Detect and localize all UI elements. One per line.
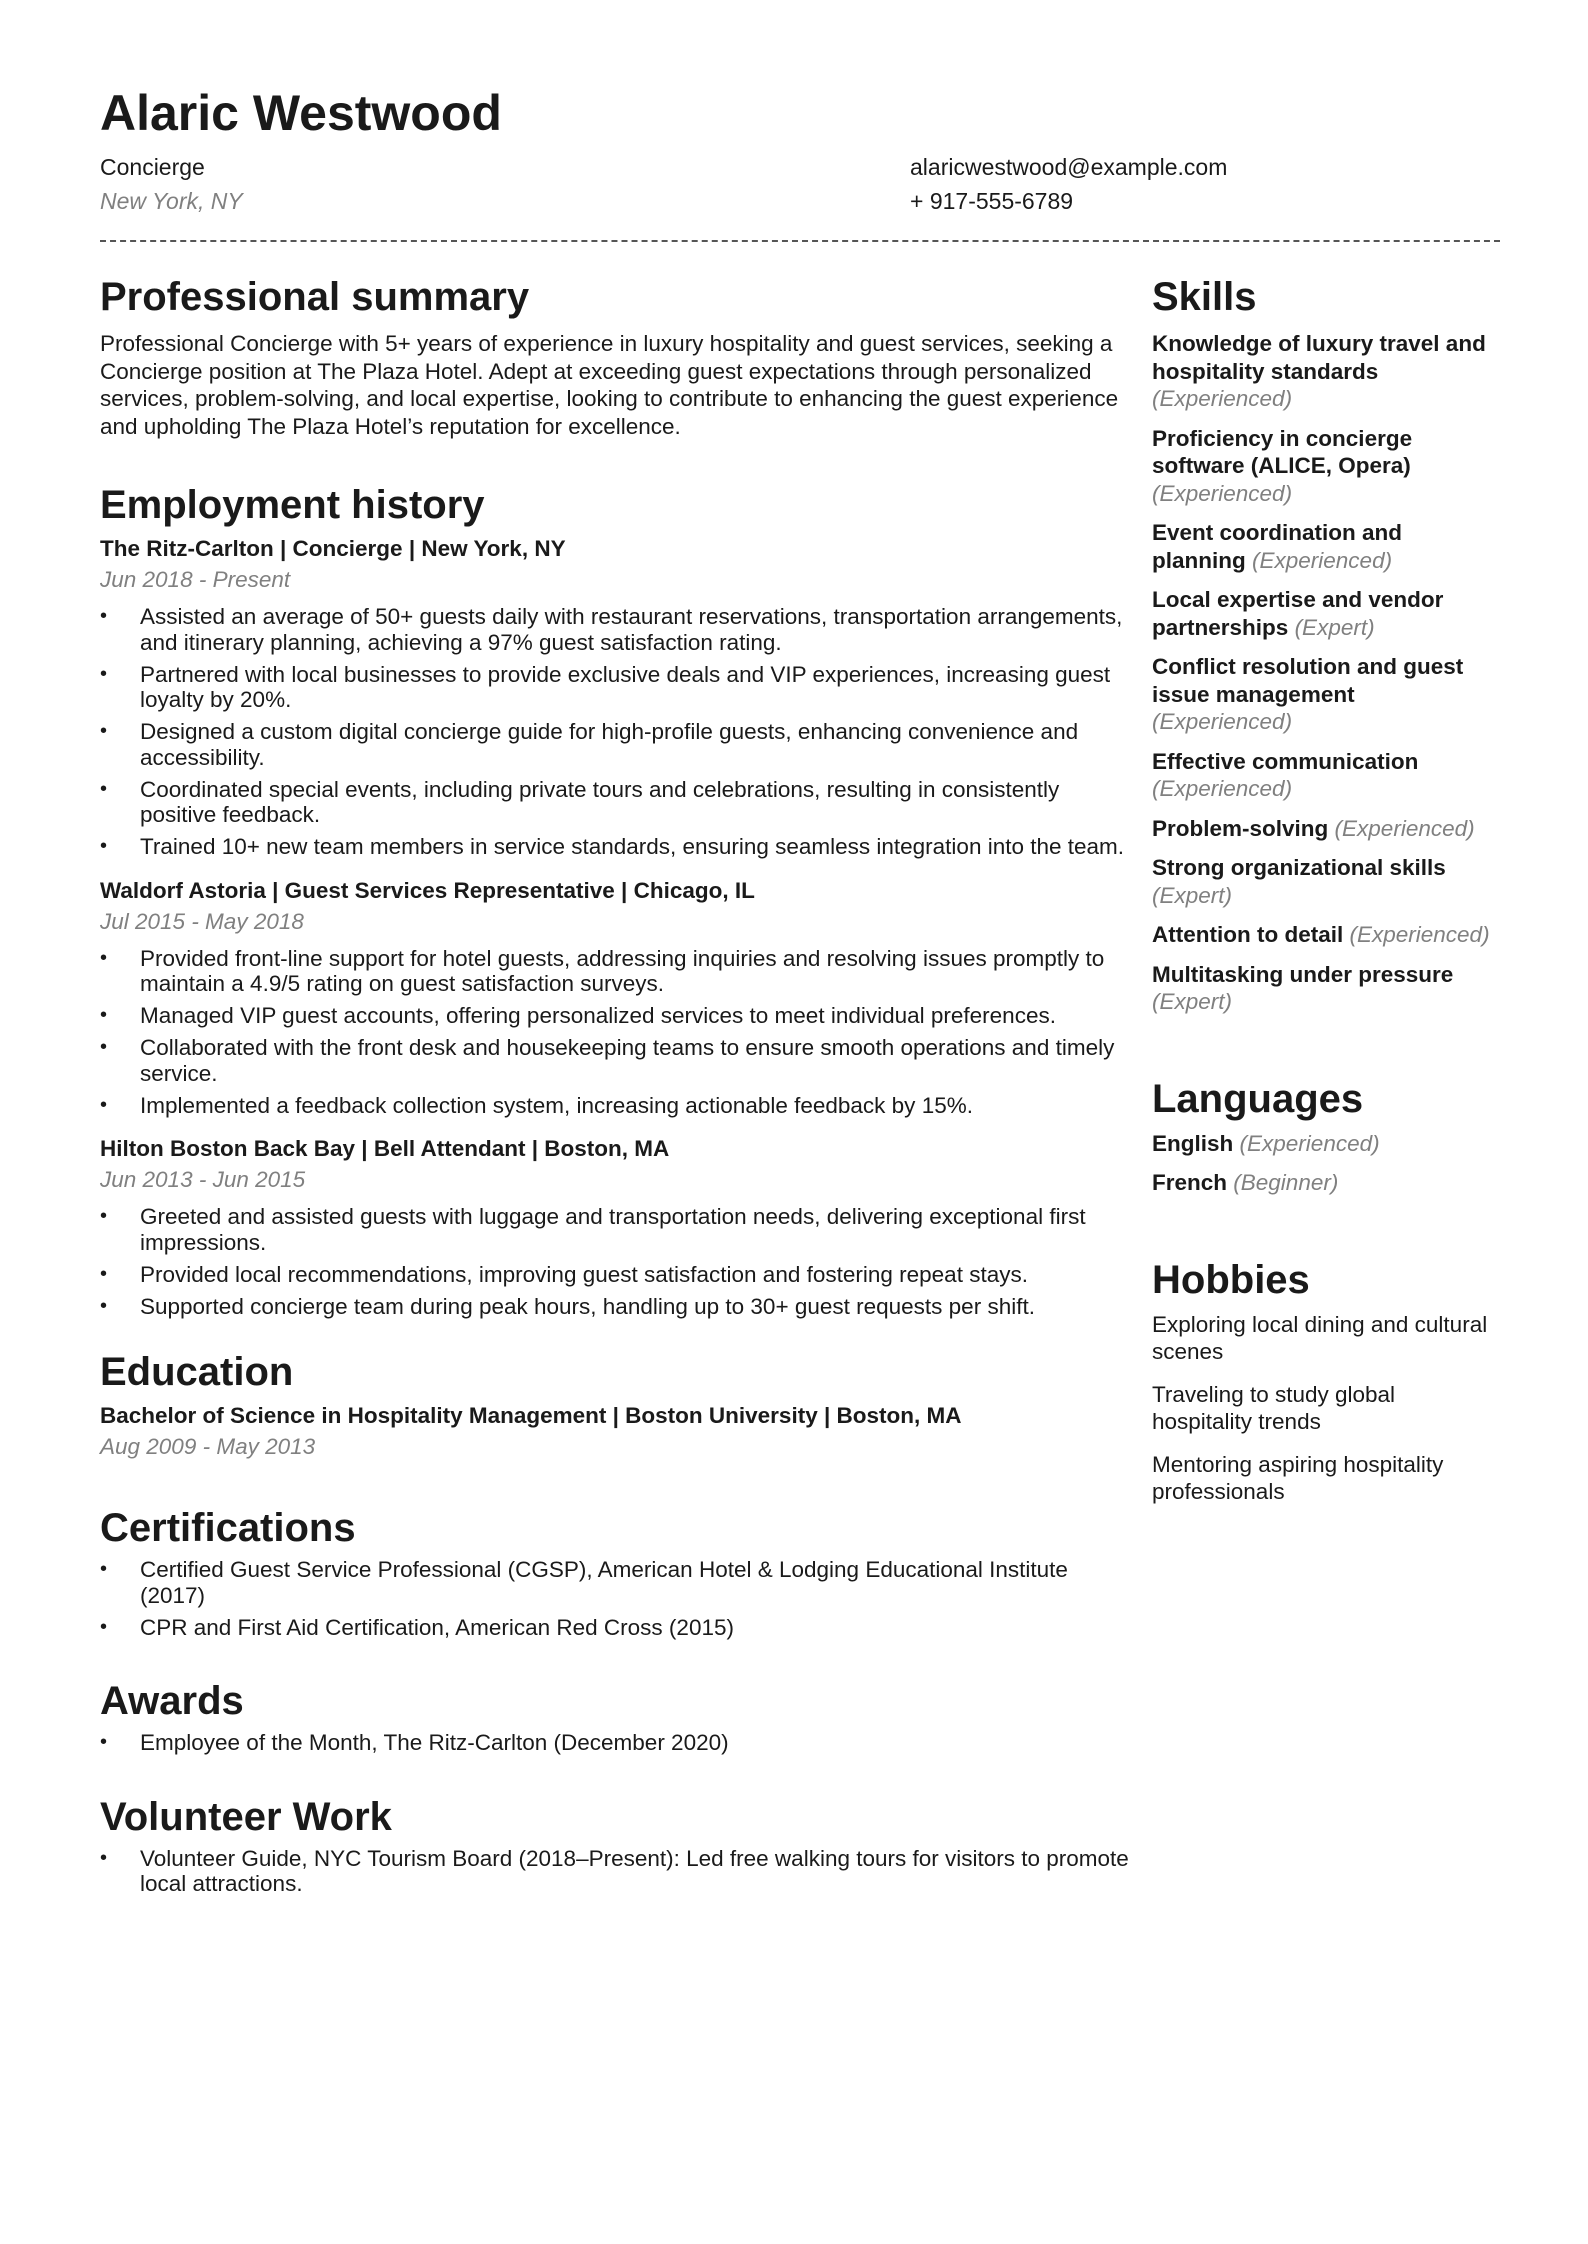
header-divider xyxy=(100,240,1500,242)
skill-item xyxy=(1152,815,1500,843)
volunteer-section xyxy=(100,1790,1130,1897)
list-item: • Trained 10+ new team members in service standards, ensuring seamless integration into the team. xyxy=(100,834,1130,860)
summary-text: Professional Concierge with 5+ years of experience in luxury hospitality and guest services, seeking a Concierge position at The Plaza Hotel. Adept at exceeding guest expectations through personalized services, problem-solving, and local expertise, looking to contribute to enhancing the guest experience and upholding The Plaza Hotel’s reputation for excellence. xyxy=(100,331,1119,439)
summary-heading: Professional summary xyxy=(100,275,530,319)
skills-heading: Skills xyxy=(1152,275,1257,319)
awards-list xyxy=(100,1730,1130,1756)
hobbies-section xyxy=(1152,1253,1500,1506)
volunteer-list xyxy=(100,1846,1130,1897)
employment-heading: Employment history xyxy=(100,483,485,527)
skill-name: Event coordination and planning xyxy=(1152,520,1403,573)
hobbies-heading: Hobbies xyxy=(1152,1257,1310,1302)
resume-page xyxy=(100,80,1500,1896)
job-title: Concierge xyxy=(100,154,205,180)
skill-name: Attention to detail xyxy=(1152,922,1344,947)
education-section xyxy=(100,1345,1130,1463)
location: New York, NY xyxy=(100,188,243,214)
skill-item xyxy=(1152,330,1500,413)
phone[interactable]: + 917-555-6789 xyxy=(910,188,1074,214)
skill-item xyxy=(1152,586,1500,641)
job-entry xyxy=(100,1134,1130,1319)
job-entry xyxy=(100,876,1130,1119)
list-item: • Provided front-line support for hotel guests, addressing inquiries and resolving issues promptly to maintain a 4.9/5 rating on guest satisfaction surveys. xyxy=(100,946,1130,997)
list-item: • Assisted an average of 50+ guests daily with restaurant reservations, transportation arrangements, and itinerary planning, achieving a 97% guest satisfaction rating. xyxy=(100,604,1130,655)
skill-item xyxy=(1152,425,1500,508)
skill-level: (Expert) xyxy=(1294,614,1375,640)
list-item: • Supported concierge team during peak hours, handling up to 30+ guest requests per shift. xyxy=(100,1294,1130,1320)
skill-item xyxy=(1152,519,1500,574)
skill-name: Effective communication xyxy=(1152,748,1419,774)
skill-item xyxy=(1152,961,1500,1016)
skill-name: Multitasking under pressure xyxy=(1152,961,1454,987)
skill-level: (Experienced) xyxy=(1152,480,1293,506)
skill-level: (Experienced) xyxy=(1152,386,1293,411)
skill-level: (Experienced) xyxy=(1152,776,1293,801)
hobby-item: Exploring local dining and cultural scenes xyxy=(1152,1311,1488,1364)
list-item: • Employee of the Month, The Ritz-Carlton (December 2020) xyxy=(100,1730,1130,1756)
skill-level: (Expert) xyxy=(1152,882,1233,908)
job-entry-title: Waldorf Astoria | Guest Services Representative | Chicago, IL xyxy=(100,877,755,903)
skill-item xyxy=(1152,653,1500,736)
list-item: • Certified Guest Service Professional (CGSP), American Hotel & Lodging Educational Institute (2017) xyxy=(100,1557,1130,1608)
main-column xyxy=(100,270,1130,1903)
list-item: • Designed a custom digital concierge guide for high-profile guests, enhancing convenience and accessibility. xyxy=(100,719,1130,770)
list-item: • Managed VIP guest accounts, offering personalized services to meet individual preferences. xyxy=(100,1003,1130,1029)
list-item: • Greeted and assisted guests with luggage and transportation needs, delivering exceptional first impressions. xyxy=(100,1204,1130,1255)
skill-name: Strong organizational skills xyxy=(1152,855,1446,880)
language-name: English xyxy=(1152,1130,1234,1156)
languages-heading: Languages xyxy=(1152,1076,1364,1121)
education-degree: Bachelor of Science in Hospitality Management | Boston University | Boston, MA xyxy=(100,1403,962,1428)
language-name: French xyxy=(1152,1170,1228,1195)
language-item xyxy=(1152,1169,1500,1197)
hobby-item: Traveling to study global hospitality trends xyxy=(1152,1381,1396,1434)
list-item: • Partnered with local businesses to provide exclusive deals and VIP experiences, increasing guest loyalty by 20%. xyxy=(100,662,1130,713)
skill-name: Proficiency in concierge software (ALICE, Opera) xyxy=(1152,425,1413,478)
education-dates: Aug 2009 - May 2013 xyxy=(100,1434,316,1459)
list-item: • Collaborated with the front desk and housekeeping teams to ensure smooth operations and timely service. xyxy=(100,1035,1130,1086)
skill-level: (Expert) xyxy=(1152,989,1233,1014)
languages-section xyxy=(1152,1072,1500,1197)
list-item: • Implemented a feedback collection system, increasing actionable feedback by 15%. xyxy=(100,1093,1130,1119)
education-heading: Education xyxy=(100,1350,294,1394)
volunteer-heading: Volunteer Work xyxy=(100,1794,392,1839)
job-entry xyxy=(100,534,1130,860)
job-entry-title: Hilton Boston Back Bay | Bell Attendant | Boston, MA xyxy=(100,1136,670,1161)
summary-section xyxy=(100,270,1130,440)
skill-name: Knowledge of luxury travel and hospitality standards xyxy=(1152,331,1486,384)
language-item xyxy=(1152,1130,1500,1158)
language-level: (Beginner) xyxy=(1233,1170,1339,1195)
skill-name: Local expertise and vendor partnerships xyxy=(1152,587,1444,640)
contact-block xyxy=(100,150,1500,218)
employment-section xyxy=(100,478,1130,1319)
list-item: • Provided local recommendations, improving guest satisfaction and fostering repeat stays. xyxy=(100,1262,1130,1288)
skill-level: (Experienced) xyxy=(1152,709,1293,734)
certifications-section xyxy=(100,1501,1130,1640)
side-column xyxy=(1152,270,1500,1506)
skill-level: (Experienced) xyxy=(1334,815,1475,841)
skill-name: Conflict resolution and guest issue management xyxy=(1152,654,1464,707)
job-entry-dates: Jul 2015 - May 2018 xyxy=(100,908,304,934)
certifications-heading: Certifications xyxy=(100,1506,356,1550)
language-level: (Experienced) xyxy=(1239,1130,1380,1156)
job-entry-dates: Jun 2013 - Jun 2015 xyxy=(100,1167,306,1192)
skills-section xyxy=(1152,270,1500,1016)
skill-level: (Experienced) xyxy=(1252,547,1393,573)
candidate-name: Alaric Westwood xyxy=(100,85,502,141)
awards-heading: Awards xyxy=(100,1679,244,1723)
email[interactable]: alaricwestwood@example.com xyxy=(910,154,1228,180)
list-item: • CPR and First Aid Certification, American Red Cross (2015) xyxy=(100,1615,1130,1641)
job-bullets xyxy=(100,946,1130,1119)
certifications-list xyxy=(100,1557,1130,1640)
skill-item xyxy=(1152,921,1500,949)
list-item: • Coordinated special events, including private tours and celebrations, resulting in consistently positive feedback. xyxy=(100,777,1130,828)
job-bullets xyxy=(100,1204,1130,1319)
hobby-item: Mentoring aspiring hospitality professionals xyxy=(1152,1451,1444,1504)
skill-item xyxy=(1152,854,1500,909)
job-bullets xyxy=(100,604,1130,860)
skill-level: (Experienced) xyxy=(1349,922,1490,947)
job-entry-dates: Jun 2018 - Present xyxy=(100,567,291,592)
awards-section xyxy=(100,1674,1130,1756)
job-entry-title: The Ritz-Carlton | Concierge | New York, NY xyxy=(100,536,566,561)
skill-name: Problem-solving xyxy=(1152,815,1329,841)
skill-item xyxy=(1152,748,1500,803)
list-item: • Volunteer Guide, NYC Tourism Board (2018–Present): Led free walking tours for visitors to promote local attractions. xyxy=(100,1846,1130,1897)
